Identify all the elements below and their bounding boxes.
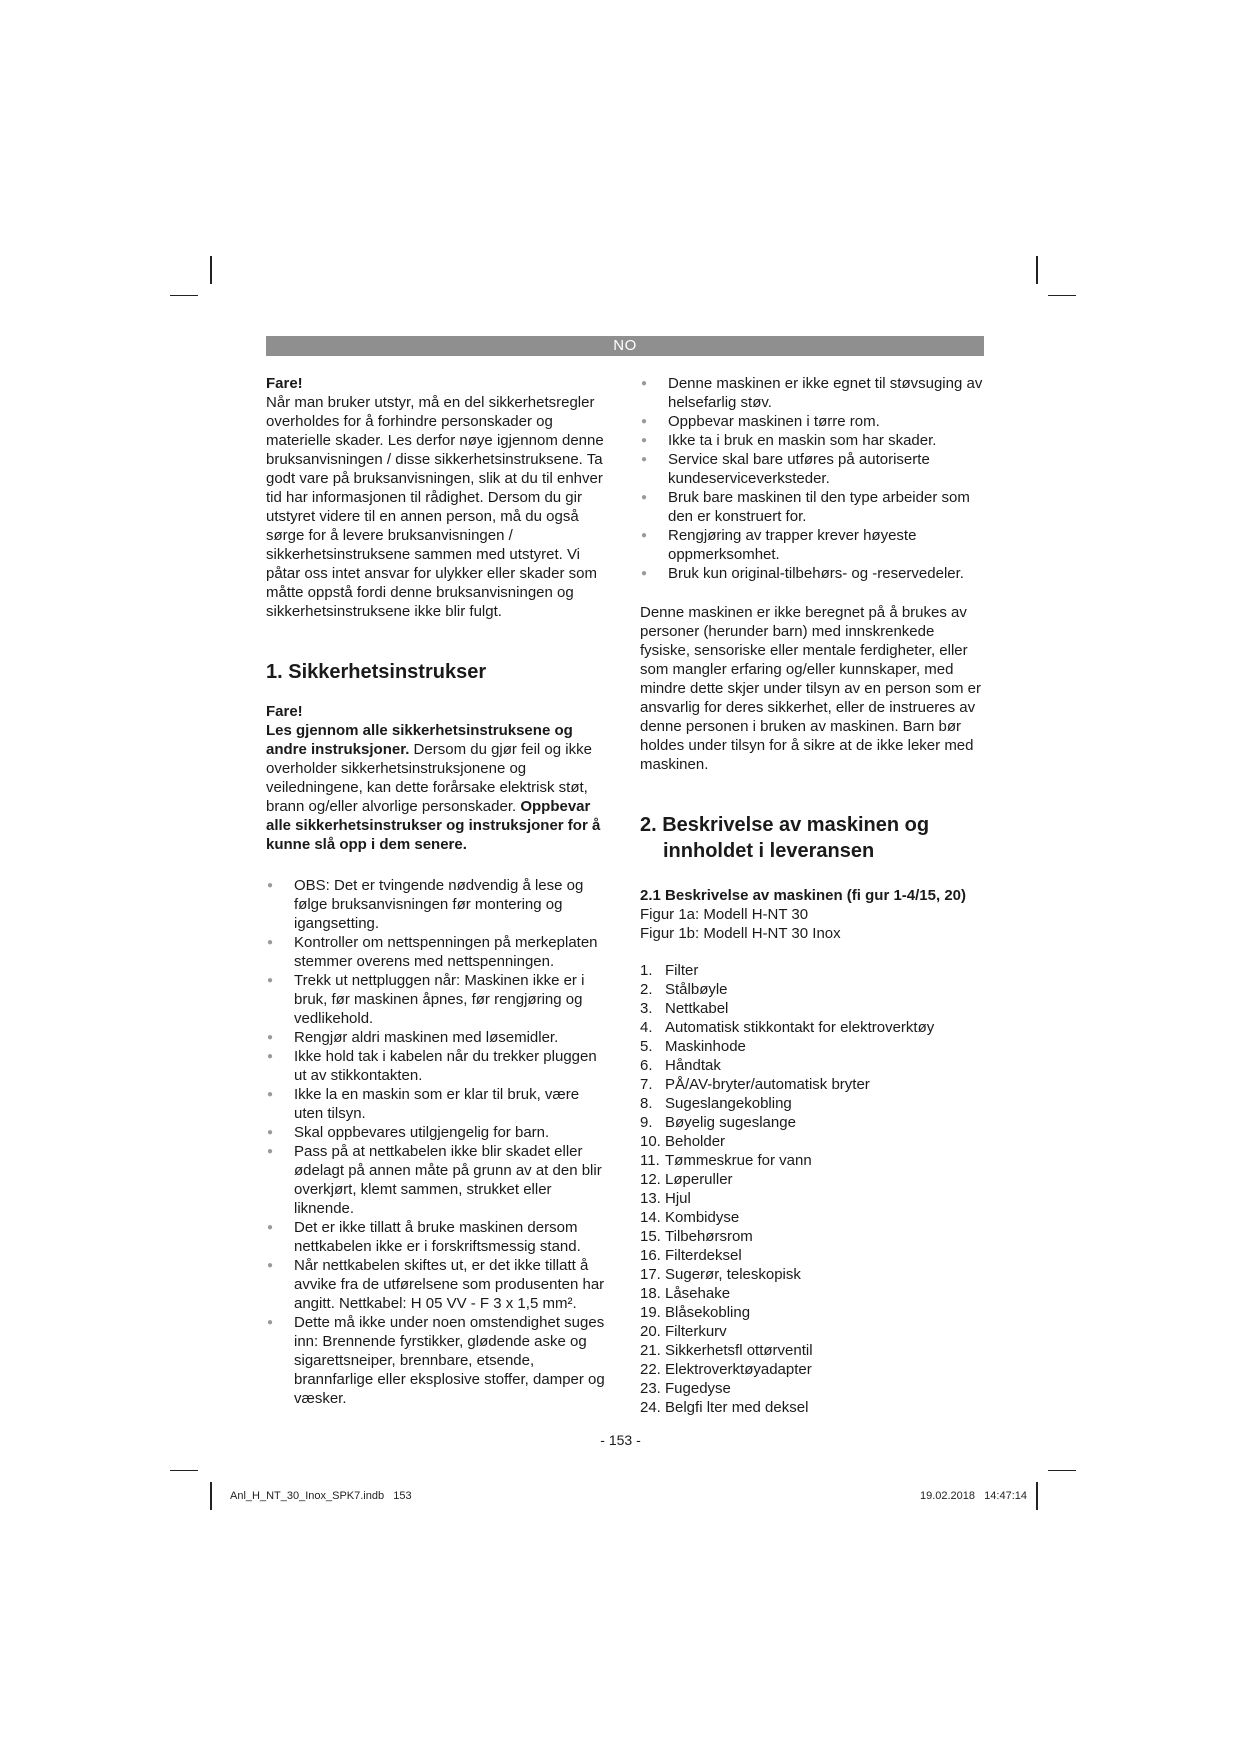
crop-mark-top-right-v	[1036, 256, 1038, 284]
part-number: 18.	[640, 1285, 661, 1302]
part-name: Automatisk stikkontakt for elektroverktøy	[665, 1019, 935, 1036]
list-item: ● Ikke hold tak i kabelen når du trekker pluggen ut av stikkontakten.	[266, 1047, 611, 1085]
part-name: Maskinhode	[665, 1038, 746, 1055]
part-number: 4.	[640, 1019, 653, 1036]
list-item	[640, 1265, 985, 1284]
language-header-bar: NO	[266, 336, 984, 356]
list-item	[640, 1246, 985, 1265]
list-item: ● OBS: Det er tvingende nødvendig å lese og følge bruksanvisningen før montering og igangsetting.	[266, 876, 611, 933]
list-item: ● Når nettkabelen skiftes ut, er det ikke tillatt å avvike fra de utførelsene som produsenten har angitt. Nettkabel: H 05 VV - F 3 x 1,5 mm².	[266, 1256, 611, 1313]
footer-file-name: Anl_H_NT_30_Inox_SPK7.indb 153	[230, 1490, 412, 1502]
crop-mark-top-right-h	[1048, 295, 1076, 296]
part-number: 23.	[640, 1380, 661, 1397]
danger-label: Fare!	[266, 703, 303, 720]
crop-mark-bottom-right-h	[1048, 1470, 1076, 1471]
crop-mark-bottom-left-h	[170, 1470, 198, 1471]
list-item	[640, 1075, 985, 1094]
part-name: Håndtak	[665, 1057, 721, 1074]
list-item	[640, 1227, 985, 1246]
part-number: 7.	[640, 1076, 653, 1093]
list-item	[640, 1132, 985, 1151]
part-number: 19.	[640, 1304, 661, 1321]
crop-mark-top-left-h	[170, 295, 198, 296]
list-item	[640, 1037, 985, 1056]
figure-1b-caption: Figur 1b: Modell H-NT 30 Inox	[640, 925, 841, 942]
warning-title: Fare!	[266, 375, 303, 392]
list-item: ● Oppbevar maskinen i tørre rom.	[640, 412, 985, 431]
list-item: ● Rengjøring av trapper krever høyeste oppmerksomhet.	[640, 526, 985, 564]
part-name: Filterkurv	[665, 1323, 727, 1340]
part-number: 12.	[640, 1171, 661, 1188]
list-item: ● Denne maskinen er ikke egnet til støvsuging av helsefarlig støv.	[640, 374, 985, 412]
safety-intro	[266, 721, 611, 854]
list-item: ● Service skal bare utføres på autoriserte kundeserviceverksteder.	[640, 450, 985, 488]
part-name: Stålbøyle	[665, 981, 728, 998]
footer-date-time: 19.02.2018 14:47:14	[919, 1490, 1027, 1502]
part-number: 17.	[640, 1266, 661, 1283]
part-number: 16.	[640, 1247, 661, 1264]
list-item	[640, 961, 985, 980]
part-name: Blåsekobling	[665, 1304, 751, 1321]
safety-bullet-list	[266, 876, 611, 1408]
section-2-heading-line-1: 2. Beskrivelse av maskinen og	[640, 814, 930, 836]
list-item	[640, 1113, 985, 1132]
part-name: Tømmeskrue for vann	[665, 1152, 812, 1169]
crop-mark-bottom-left-v	[210, 1482, 212, 1510]
part-name: Belgfi lter med deksel	[665, 1399, 809, 1416]
parts-list	[640, 961, 985, 1417]
part-name: Fugedyse	[665, 1380, 731, 1397]
list-item	[640, 980, 985, 999]
part-name: Elektroverktøyadapter	[665, 1361, 812, 1378]
part-number: 5.	[640, 1038, 653, 1055]
part-name: Sikkerhetsfl ottørventil	[665, 1342, 813, 1359]
list-item	[640, 1094, 985, 1113]
page-number: - 153 -	[600, 1432, 641, 1448]
list-item: ● Bruk bare maskinen til den type arbeider som den er konstruert for.	[640, 488, 985, 526]
part-name: Bøyelig sugeslange	[665, 1114, 796, 1131]
safety-intro-bold-2: Oppbevar alle sikkerhetsinstrukser og instruksjoner for å kunne slå opp i dem senere.	[266, 798, 601, 853]
list-item	[640, 1018, 985, 1037]
part-name: Beholder	[665, 1133, 726, 1150]
warning-text: Når man bruker utstyr, må en del sikkerhetsregler overholdes for å forhindre personskader og materielle skader. Les derfor nøye igjennom denne bruksanvisningen / disse sikkerhetsinstruksene. Ta godt vare på bruksanvisningen, slik at du til enhver tid har informasjonen til rådighet. Dersom du gir utstyret videre til en annen person, må du også sørge for å levere bruksanvisningen / sikkerhetsinstruksene sammen med utstyret. Vi påtar oss intet ansvar for ulykker eller skader som måtte oppstå fordi denne bruksanvisningen og sikkerhetsinstruksene ikke blir fulgt.	[266, 394, 604, 620]
part-number: 14.	[640, 1209, 661, 1226]
list-item	[640, 1322, 985, 1341]
safety-intro-normal: Dersom du gjør feil og ikke overholder sikkerhetsinstruksjonene og veiledningene, kan dette forårsake elektrisk støt, brann og/eller alvorlige personskader.	[266, 741, 592, 815]
list-item: ● Ikke ta i bruk en maskin som har skader.	[640, 431, 985, 450]
supervision-paragraph: Denne maskinen er ikke beregnet på å brukes av personer (herunder barn) med innskrenkede fysiske, sensoriske eller mentale ferdigheter, eller som mangler erfaring og/eller kunnskaper, med mindre dette skjer under tilsyn av en person som er ansvarlig for deres sikkerhet, eller de instrueres av denne personen i bruken av maskinen. Barn bør holdes under tilsyn for å sikre at de ikke leker med maskinen.	[640, 604, 981, 773]
part-name: Låsehake	[665, 1285, 731, 1302]
list-item	[640, 1379, 985, 1398]
list-item	[640, 1303, 985, 1322]
list-item: ● Ikke la en maskin som er klar til bruk, være uten tilsyn.	[266, 1085, 611, 1123]
part-number: 2.	[640, 981, 653, 998]
part-number: 8.	[640, 1095, 653, 1112]
right-column	[640, 374, 985, 1417]
part-name: Tilbehørsrom	[665, 1228, 753, 1245]
part-name: Løperuller	[665, 1171, 733, 1188]
list-item: ● Skal oppbevares utilgjengelig for barn.	[266, 1123, 611, 1142]
part-number: 22.	[640, 1361, 661, 1378]
list-item	[640, 1170, 985, 1189]
list-item	[640, 1189, 985, 1208]
list-item: ● Kontroller om nettspenningen på merkeplaten stemmer overens med nettspenningen.	[266, 933, 611, 971]
left-column	[266, 374, 611, 1408]
part-number: 20.	[640, 1323, 661, 1340]
list-item	[640, 1056, 985, 1075]
figure-1a-caption: Figur 1a: Modell H-NT 30	[640, 906, 809, 923]
list-item: ● Pass på at nettkabelen ikke blir skadet eller ødelagt på annen måte på grunn av at den blir overkjørt, klemt sammen, strukket eller liknende.	[266, 1142, 611, 1218]
part-number: 10.	[640, 1133, 661, 1150]
list-item: ● Rengjør aldri maskinen med løsemidler.	[266, 1028, 611, 1047]
part-number: 21.	[640, 1342, 661, 1359]
list-item	[640, 1284, 985, 1303]
part-number: 3.	[640, 1000, 653, 1017]
part-name: Hjul	[665, 1190, 691, 1207]
section-2-heading-line-2: innholdet i leveransen	[663, 840, 875, 862]
part-name: Sugeslangekobling	[665, 1095, 792, 1112]
part-number: 6.	[640, 1057, 653, 1074]
usage-bullet-list	[640, 374, 985, 583]
part-name: Filterdeksel	[665, 1247, 742, 1264]
part-name: Filter	[665, 962, 699, 979]
list-item	[640, 1208, 985, 1227]
subsection-2-1-heading: 2.1 Beskrivelse av maskinen (fi gur 1-4/15, 20)	[640, 887, 967, 904]
list-item: ● Det er ikke tillatt å bruke maskinen dersom nettkabelen ikke er i forskriftsmessig stand.	[266, 1218, 611, 1256]
part-name: Kombidyse	[665, 1209, 740, 1226]
list-item: ● Bruk kun original-tilbehørs- og -reservedeler.	[640, 564, 985, 583]
part-number: 11.	[640, 1152, 660, 1169]
part-name: Nettkabel	[665, 1000, 729, 1017]
list-item: ● Trekk ut nettpluggen når: Maskinen ikke er i bruk, før maskinen åpnes, før rengjøring og vedlikehold.	[266, 971, 611, 1028]
part-name: PÅ/AV-bryter/automatisk bryter	[665, 1076, 870, 1093]
part-number: 13.	[640, 1190, 661, 1207]
list-item	[640, 1360, 985, 1379]
section-1-heading: 1. Sikkerhetsinstrukser	[266, 661, 487, 683]
crop-mark-bottom-right-v	[1036, 1482, 1038, 1510]
list-item	[640, 999, 985, 1018]
list-item	[640, 1151, 985, 1170]
part-number: 9.	[640, 1114, 653, 1131]
safety-intro-bold-1: Les gjennom alle sikkerhetsinstruksene og andre instruksjoner.	[266, 722, 573, 758]
part-number: 24.	[640, 1399, 661, 1416]
part-name: Sugerør, teleskopisk	[665, 1266, 801, 1283]
part-number: 1.	[640, 962, 653, 979]
list-item: ● Dette må ikke under noen omstendighet suges inn: Brennende fyrstikker, glødende aske og sigarettsneiper, brennbare, etsende, brannfarlige eller eksplosive stoffer, damper og væsker.	[266, 1313, 611, 1408]
crop-mark-top-left-v	[210, 256, 212, 284]
part-number: 15.	[640, 1228, 661, 1245]
list-item	[640, 1341, 985, 1360]
list-item	[640, 1398, 985, 1417]
section-2-heading	[640, 812, 985, 864]
